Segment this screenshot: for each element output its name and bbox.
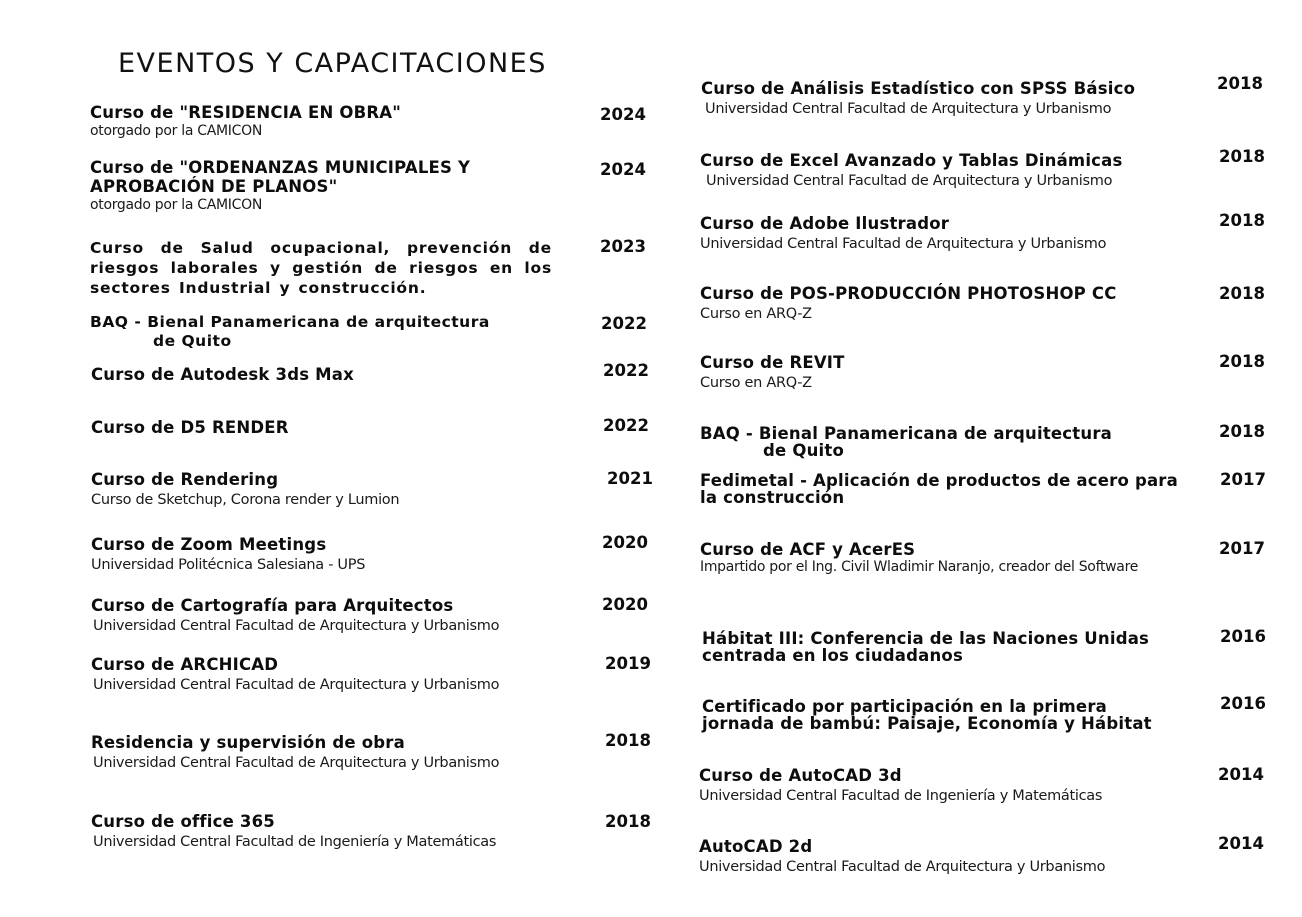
course-year: 2024 — [600, 160, 646, 179]
course-entry — [91, 655, 591, 694]
course-entry — [699, 837, 1179, 876]
course-title: Curso de Excel Avanzado y Tablas Dinámicas — [700, 151, 1123, 170]
course-title: Curso de "ORDENANZAS MUNICIPALES Y APROBACIÓN DE PLANOS" — [90, 158, 471, 196]
course-title: Curso de Cartografía para Arquitectos — [91, 596, 454, 615]
course-entry — [90, 158, 510, 213]
course-institution: Universidad Central Facultad de Arquitectura y Urbanismo — [705, 101, 1112, 117]
course-year: 2017 — [1219, 539, 1265, 558]
course-year: 2020 — [602, 595, 648, 614]
course-title: Fedimetal - Aplicación de productos de acero para la construcción — [700, 471, 1178, 507]
course-year: 2018 — [1219, 284, 1265, 303]
course-year: 2016 — [1220, 694, 1266, 713]
course-institution: Universidad Central Facultad de Arquitectura y Urbanismo — [700, 236, 1107, 252]
course-institution: Universidad Central Facultad de Ingeniería y Matemáticas — [93, 834, 497, 850]
course-title: Curso de ARCHICAD — [91, 655, 279, 674]
course-title: AutoCAD 2d — [699, 837, 813, 856]
course-entry — [702, 698, 1182, 732]
course-title: Curso de Análisis Estadístico con SPSS Básico — [701, 79, 1136, 98]
course-institution: Universidad Central Facultad de Arquitectura y Urbanismo — [93, 755, 500, 771]
course-entry — [90, 238, 552, 298]
course-year: 2014 — [1218, 765, 1264, 784]
course-institution: otorgado por la CAMICON — [90, 123, 263, 139]
course-title: Curso de Zoom Meetings — [91, 535, 327, 554]
course-year: 2014 — [1218, 834, 1264, 853]
course-title: Curso de office 365 — [91, 812, 275, 831]
course-entry — [700, 425, 1180, 459]
course-institution: Curso en ARQ-Z — [700, 306, 812, 322]
course-title: Curso de Salud ocupacional, prevención de riesgos laborales y gestión de riesgos en los sectores Industrial y construcción. — [90, 239, 552, 297]
course-institution: Universidad Central Facultad de Ingeniería y Matemáticas — [699, 788, 1103, 804]
course-institution: Universidad Politécnica Salesiana - UPS — [91, 557, 366, 573]
course-entry — [91, 365, 561, 384]
course-entry — [91, 418, 561, 437]
course-year: 2017 — [1220, 470, 1266, 489]
course-year: 2024 — [600, 105, 646, 124]
course-entry — [700, 353, 1180, 392]
course-year: 2018 — [1219, 211, 1265, 230]
course-title: Curso de REVIT — [700, 353, 845, 372]
course-title: Curso de Rendering — [91, 470, 279, 489]
course-title: BAQ - Bienal Panamericana de arquitectura de Quito — [90, 313, 490, 350]
course-entry — [90, 103, 560, 139]
course-entry — [90, 313, 560, 351]
course-year: 2016 — [1220, 627, 1266, 646]
course-title: Curso de Adobe Ilustrador — [700, 214, 950, 233]
course-institution: Curso de Sketchup, Corona render y Lumion — [91, 492, 400, 508]
course-title: Curso de POS-PRODUCCIÓN PHOTOSHOP CC — [700, 284, 1117, 303]
course-institution: Impartido por el Ing. Civil Wladimir Naranjo, creador del Software — [700, 559, 1139, 575]
course-year: 2018 — [605, 731, 651, 750]
course-entry — [700, 472, 1180, 506]
course-title: Curso de Autodesk 3ds Max — [91, 365, 354, 384]
course-entry — [702, 630, 1182, 664]
course-entry — [700, 540, 1160, 575]
course-entry — [700, 151, 1180, 190]
course-institution: Universidad Central Facultad de Arquitectura y Urbanismo — [699, 859, 1106, 875]
course-year: 2018 — [1219, 352, 1265, 371]
course-year: 2022 — [603, 361, 649, 380]
course-year: 2020 — [602, 533, 648, 552]
course-entry — [91, 733, 591, 772]
course-year: 2022 — [603, 416, 649, 435]
course-title: Curso de D5 RENDER — [91, 418, 289, 437]
course-year: 2018 — [1217, 74, 1263, 93]
page-title: EVENTOS Y CAPACITACIONES — [118, 48, 547, 79]
course-year: 2021 — [607, 469, 653, 488]
course-entry — [91, 470, 591, 509]
course-title: Curso de AutoCAD 3d — [699, 766, 902, 785]
course-institution: Universidad Central Facultad de Arquitectura y Urbanismo — [93, 677, 500, 693]
course-year: 2023 — [600, 237, 646, 256]
course-title: Residencia y supervisión de obra — [91, 733, 405, 752]
course-title: Curso de "RESIDENCIA EN OBRA" — [90, 103, 402, 122]
course-institution: Universidad Central Facultad de Arquitectura y Urbanismo — [706, 173, 1113, 189]
course-entry — [91, 535, 591, 574]
course-year: 2018 — [605, 812, 651, 831]
course-entry — [700, 284, 1180, 323]
course-year: 2018 — [1219, 147, 1265, 166]
course-entry — [91, 812, 591, 851]
course-entry — [700, 214, 1180, 253]
course-entry — [701, 79, 1181, 118]
course-title: Curso de ACF y AcerES — [700, 540, 916, 559]
course-entry — [91, 596, 591, 635]
course-institution: Universidad Central Facultad de Arquitectura y Urbanismo — [93, 618, 500, 634]
course-title: Certificado por participación en la primera jornada de bambú: Paisaje, Economía y Hábitat — [702, 697, 1152, 733]
course-entry — [699, 766, 1179, 805]
course-title: Hábitat III: Conferencia de las Naciones Unidas centrada en los ciudadanos — [702, 629, 1150, 665]
course-year: 2018 — [1219, 422, 1265, 441]
course-title: BAQ - Bienal Panamericana de arquitectura de Quito — [700, 424, 1112, 460]
course-year: 2019 — [605, 654, 651, 673]
course-institution: otorgado por la CAMICON — [90, 197, 263, 213]
course-institution: Curso en ARQ-Z — [700, 375, 812, 391]
course-year: 2022 — [601, 314, 647, 333]
